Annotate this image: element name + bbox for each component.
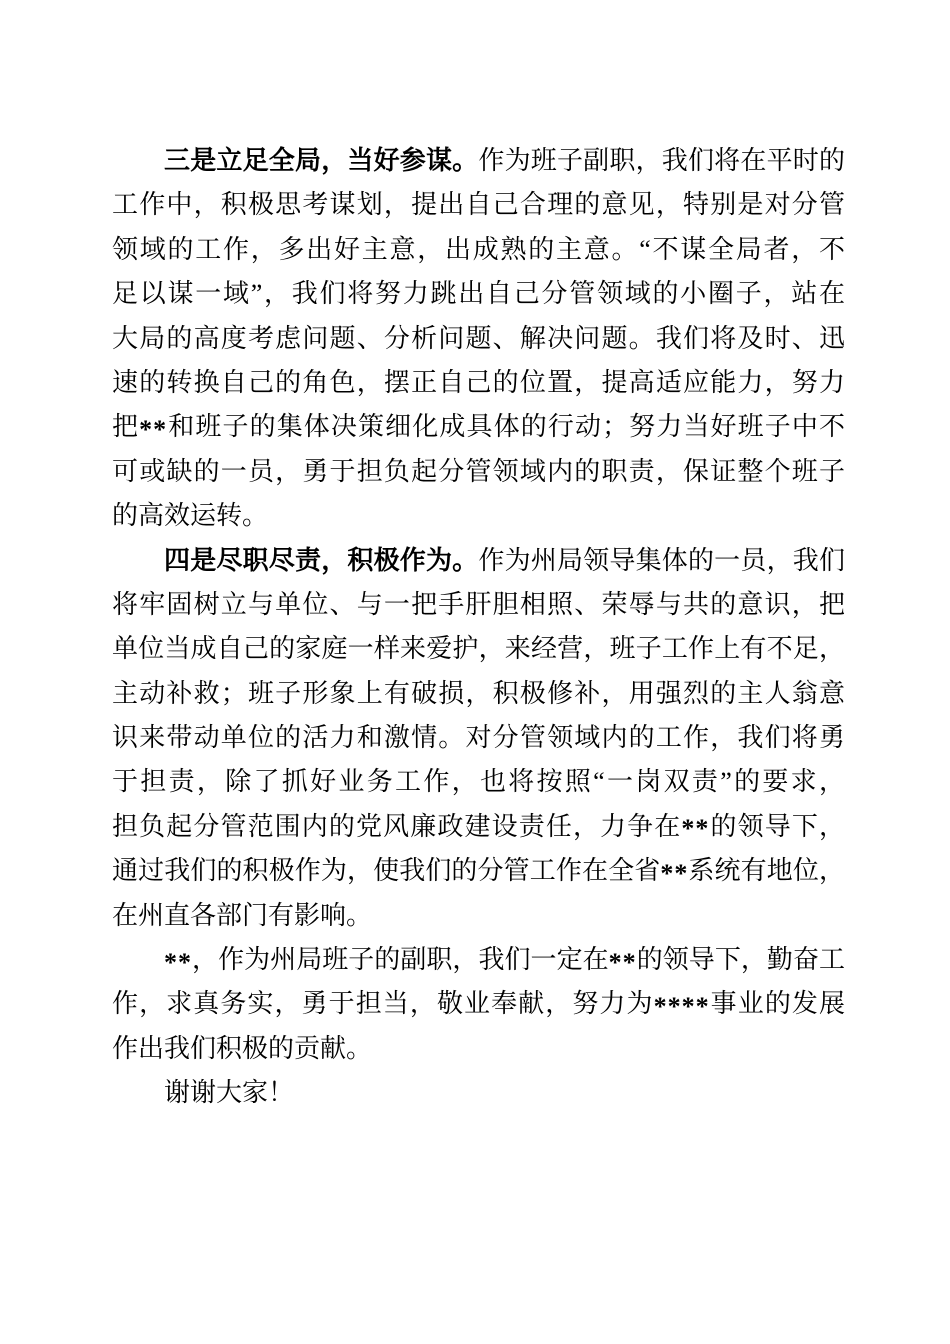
text-run: 速的转换自己的角色，摆正自己的位置，提高适应能力，努力 <box>112 367 845 397</box>
bold-text-run: 四是尽职尽责，积极作为。 <box>164 545 479 575</box>
text-line <box>112 716 845 760</box>
text-run: 作为州局领导集体的一员，我们 <box>478 545 845 575</box>
bold-text-run: ** <box>608 947 637 977</box>
text-line <box>112 805 845 849</box>
text-line <box>112 583 845 627</box>
text-run: 和班子的集体决策细化成具体的行动；努力当好班子中不 <box>167 412 845 442</box>
text-run: 在州直各部门有影响。 <box>112 900 373 930</box>
text-line <box>112 1027 845 1071</box>
text-run: 把 <box>112 412 140 442</box>
text-run: 大局的高度考虑问题、分析问题、解决问题。我们将及时、迅 <box>112 323 845 353</box>
paragraph <box>112 1071 845 1115</box>
text-line <box>112 982 845 1026</box>
text-line <box>112 938 845 982</box>
text-run: 单位当成自己的家庭一样来爱护，来经营，班子工作上有不足， <box>112 634 845 664</box>
paragraph <box>112 539 845 939</box>
text-line <box>112 494 845 538</box>
text-run: 于担责，除了抓好业务工作，也将按照“一岗双责”的要求， <box>112 767 845 797</box>
text-run: 识来带动单位的活力和激情。对分管领域内的工作，我们将勇 <box>112 723 845 753</box>
text-run: 工作中，积极思考谋划，提出自己合理的意见，特别是对分管 <box>112 190 845 220</box>
text-line <box>112 272 845 316</box>
text-run: ，作为州局班子的副职，我们一定在 <box>192 945 609 975</box>
text-run: 谢谢大家！ <box>164 1078 295 1108</box>
text-run: 作出我们积极的贡献。 <box>112 1033 373 1063</box>
text-line <box>112 405 845 449</box>
text-run: 的领导下， <box>709 811 845 841</box>
text-run: 担负起分管范围内的党风廉政建设责任，力争在 <box>112 811 682 841</box>
bold-text-run: ** <box>164 947 192 977</box>
text-line <box>112 228 845 272</box>
text-run: 的领导下，勤奋工 <box>636 945 845 975</box>
bold-text-run: ** <box>681 814 710 844</box>
text-line <box>112 183 845 227</box>
text-run: 主动补救；班子形象上有破损，积极修补，用强烈的主人翁意 <box>112 678 845 708</box>
text-line <box>112 894 845 938</box>
text-line <box>112 1071 845 1115</box>
bold-text-run: **** <box>653 992 710 1022</box>
text-run: 事业的发展 <box>709 989 845 1019</box>
paragraph <box>112 139 845 539</box>
text-run: 领域的工作，多出好主意，出成熟的主意。“不谋全局者，不 <box>112 234 845 264</box>
text-run: 将牢固树立与单位、与一把手肝胆相照、荣辱与共的意识，把 <box>112 589 845 619</box>
text-run: 足以谋一域”，我们将努力跳出自己分管领域的小圈子，站在 <box>112 279 845 309</box>
text-run: 作，求真务实，勇于担当，敬业奉献，努力为 <box>112 989 654 1019</box>
bold-text-run: ** <box>660 858 689 888</box>
text-run: 作为班子副职，我们将在平时的 <box>478 146 845 175</box>
text-line <box>112 760 845 804</box>
text-line <box>112 539 845 583</box>
document-body <box>112 139 845 1116</box>
text-line <box>112 450 845 494</box>
text-run: 系统有地位， <box>688 856 845 886</box>
bold-text-run: ** <box>139 414 168 444</box>
text-line <box>112 317 845 361</box>
text-line <box>112 849 845 893</box>
text-run: 的高效运转。 <box>112 501 269 531</box>
paragraph <box>112 938 845 1071</box>
text-line <box>112 672 845 716</box>
text-line <box>112 627 845 671</box>
text-run: 通过我们的积极作为，使我们的分管工作在全省 <box>112 856 661 886</box>
text-line <box>112 361 845 405</box>
bold-text-run: 三是立足全局，当好参谋。 <box>164 146 479 175</box>
text-run: 可或缺的一员，勇于担负起分管领域内的职责，保证整个班子 <box>112 456 845 486</box>
text-line <box>112 139 845 183</box>
